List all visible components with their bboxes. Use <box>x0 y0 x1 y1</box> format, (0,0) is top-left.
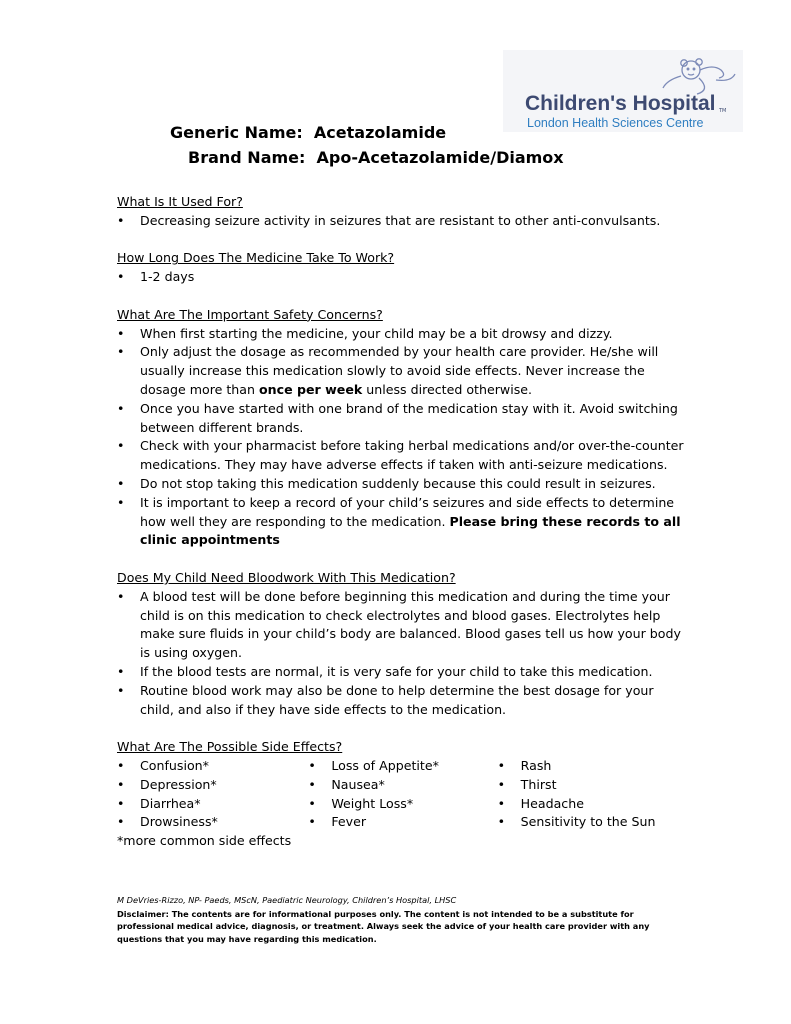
list-item: • Thirst <box>498 776 687 795</box>
item-emphasis: once per week <box>258 381 363 397</box>
hospital-logo <box>503 50 743 132</box>
section-how-long <box>117 249 687 287</box>
list-item: • Do not stop taking this medication suddenly because this could result in seizures. <box>117 475 687 494</box>
generic-name-title: Generic Name: Acetazolamide <box>170 123 447 142</box>
item-emphasis: Please bring these records to all clinic appointments <box>140 513 681 548</box>
author-credit: M DeVries-Rizzo, NP- Paeds, MScN, Paediatric Neurology, Children’s Hospital, LHSC <box>117 895 457 905</box>
item-text: unless directed otherwise. <box>362 381 533 397</box>
section-side-effects <box>117 738 687 851</box>
list-item: • Decreasing seizure activity in seizures that are resistant to other anti-convulsants. <box>117 212 687 231</box>
footer <box>117 894 687 945</box>
list-item: • Once you have started with one brand of the medication stay with it. Avoid switching between different brands. <box>117 400 687 438</box>
list-item: • A blood test will be done before beginning this medication and during the time your child is on this medication to check electrolytes and blood gases. Electrolytes help make sure fluids in your child’s body are balanced. Blood gases tell us how your body is using oxygen. <box>117 588 687 663</box>
section-heading: How Long Does The Medicine Take To Work? <box>117 250 395 266</box>
logo-trademark: TM <box>719 108 727 114</box>
logo-title: Children's Hospital <box>525 92 716 115</box>
section-bloodwork <box>117 569 687 719</box>
list-item: • Check with your pharmacist before taking herbal medications and/or over-the-counter medications. They may have adverse effects if taken with anti-seizure medications. <box>117 437 687 475</box>
item-text: Only adjust the dosage as recommended by your health care provider. He/she will usually increase this medication slowly to avoid side effects. Never increase the dosage more than <box>140 344 659 397</box>
list-item: • Diarrhea* <box>117 795 308 814</box>
list-item: • Nausea* <box>308 776 497 795</box>
list-item: • Rash <box>498 757 687 776</box>
list-item: • Routine blood work may also be done to help determine the best dosage for your child, and also if they have side effects to the medication. <box>117 682 687 720</box>
side-effects-column <box>117 757 308 832</box>
side-effects-column <box>498 757 687 832</box>
list-item: • Fever <box>308 813 497 832</box>
logo-subtitle: London Health Sciences Centre <box>527 116 704 130</box>
list-item: • Sensitivity to the Sun <box>498 813 687 832</box>
list-item: • Depression* <box>117 776 308 795</box>
bear-mascot-icon <box>661 56 737 96</box>
section-heading: What Is It Used For? <box>117 194 243 209</box>
section-heading: Does My Child Need Bloodwork With This Medication? <box>117 569 456 585</box>
side-effects-column <box>308 757 497 832</box>
list-item: • Confusion* <box>117 757 308 776</box>
list-item: • 1-2 days <box>117 268 687 287</box>
list-item: • Weight Loss* <box>308 795 497 814</box>
section-heading: What Are The Important Safety Concerns? <box>117 306 383 322</box>
item-text: It is important to keep a record of your child’s seizures and side effects to determine how well they are responding to the medication. <box>140 494 675 529</box>
side-effects-columns <box>117 757 687 832</box>
section-heading: What Are The Possible Side Effects? <box>117 739 343 755</box>
section-used-for <box>117 193 687 231</box>
list-item <box>117 343 687 399</box>
list-item: • Headache <box>498 795 687 814</box>
list-item: • Drowsiness* <box>117 813 308 832</box>
section-safety <box>117 306 687 550</box>
disclaimer: Disclaimer: The contents are for informational purposes only. The content is not intended to be a substitute for professional medical advice, diagnosis, or treatment. Always seek the advice of your health care provider with any questions that you may have regarding this medication. <box>117 908 650 944</box>
list-item <box>117 494 687 550</box>
list-item: • When first starting the medicine, your child may be a bit drowsy and dizzy. <box>117 325 687 344</box>
list-item: • Loss of Appetite* <box>308 757 497 776</box>
list-item: • If the blood tests are normal, it is very safe for your child to take this medication. <box>117 663 687 682</box>
brand-name-title: Brand Name: Apo-Acetazolamide/Diamox <box>188 148 564 167</box>
document-body <box>117 193 687 870</box>
side-effects-note: *more common side effects <box>117 833 292 849</box>
